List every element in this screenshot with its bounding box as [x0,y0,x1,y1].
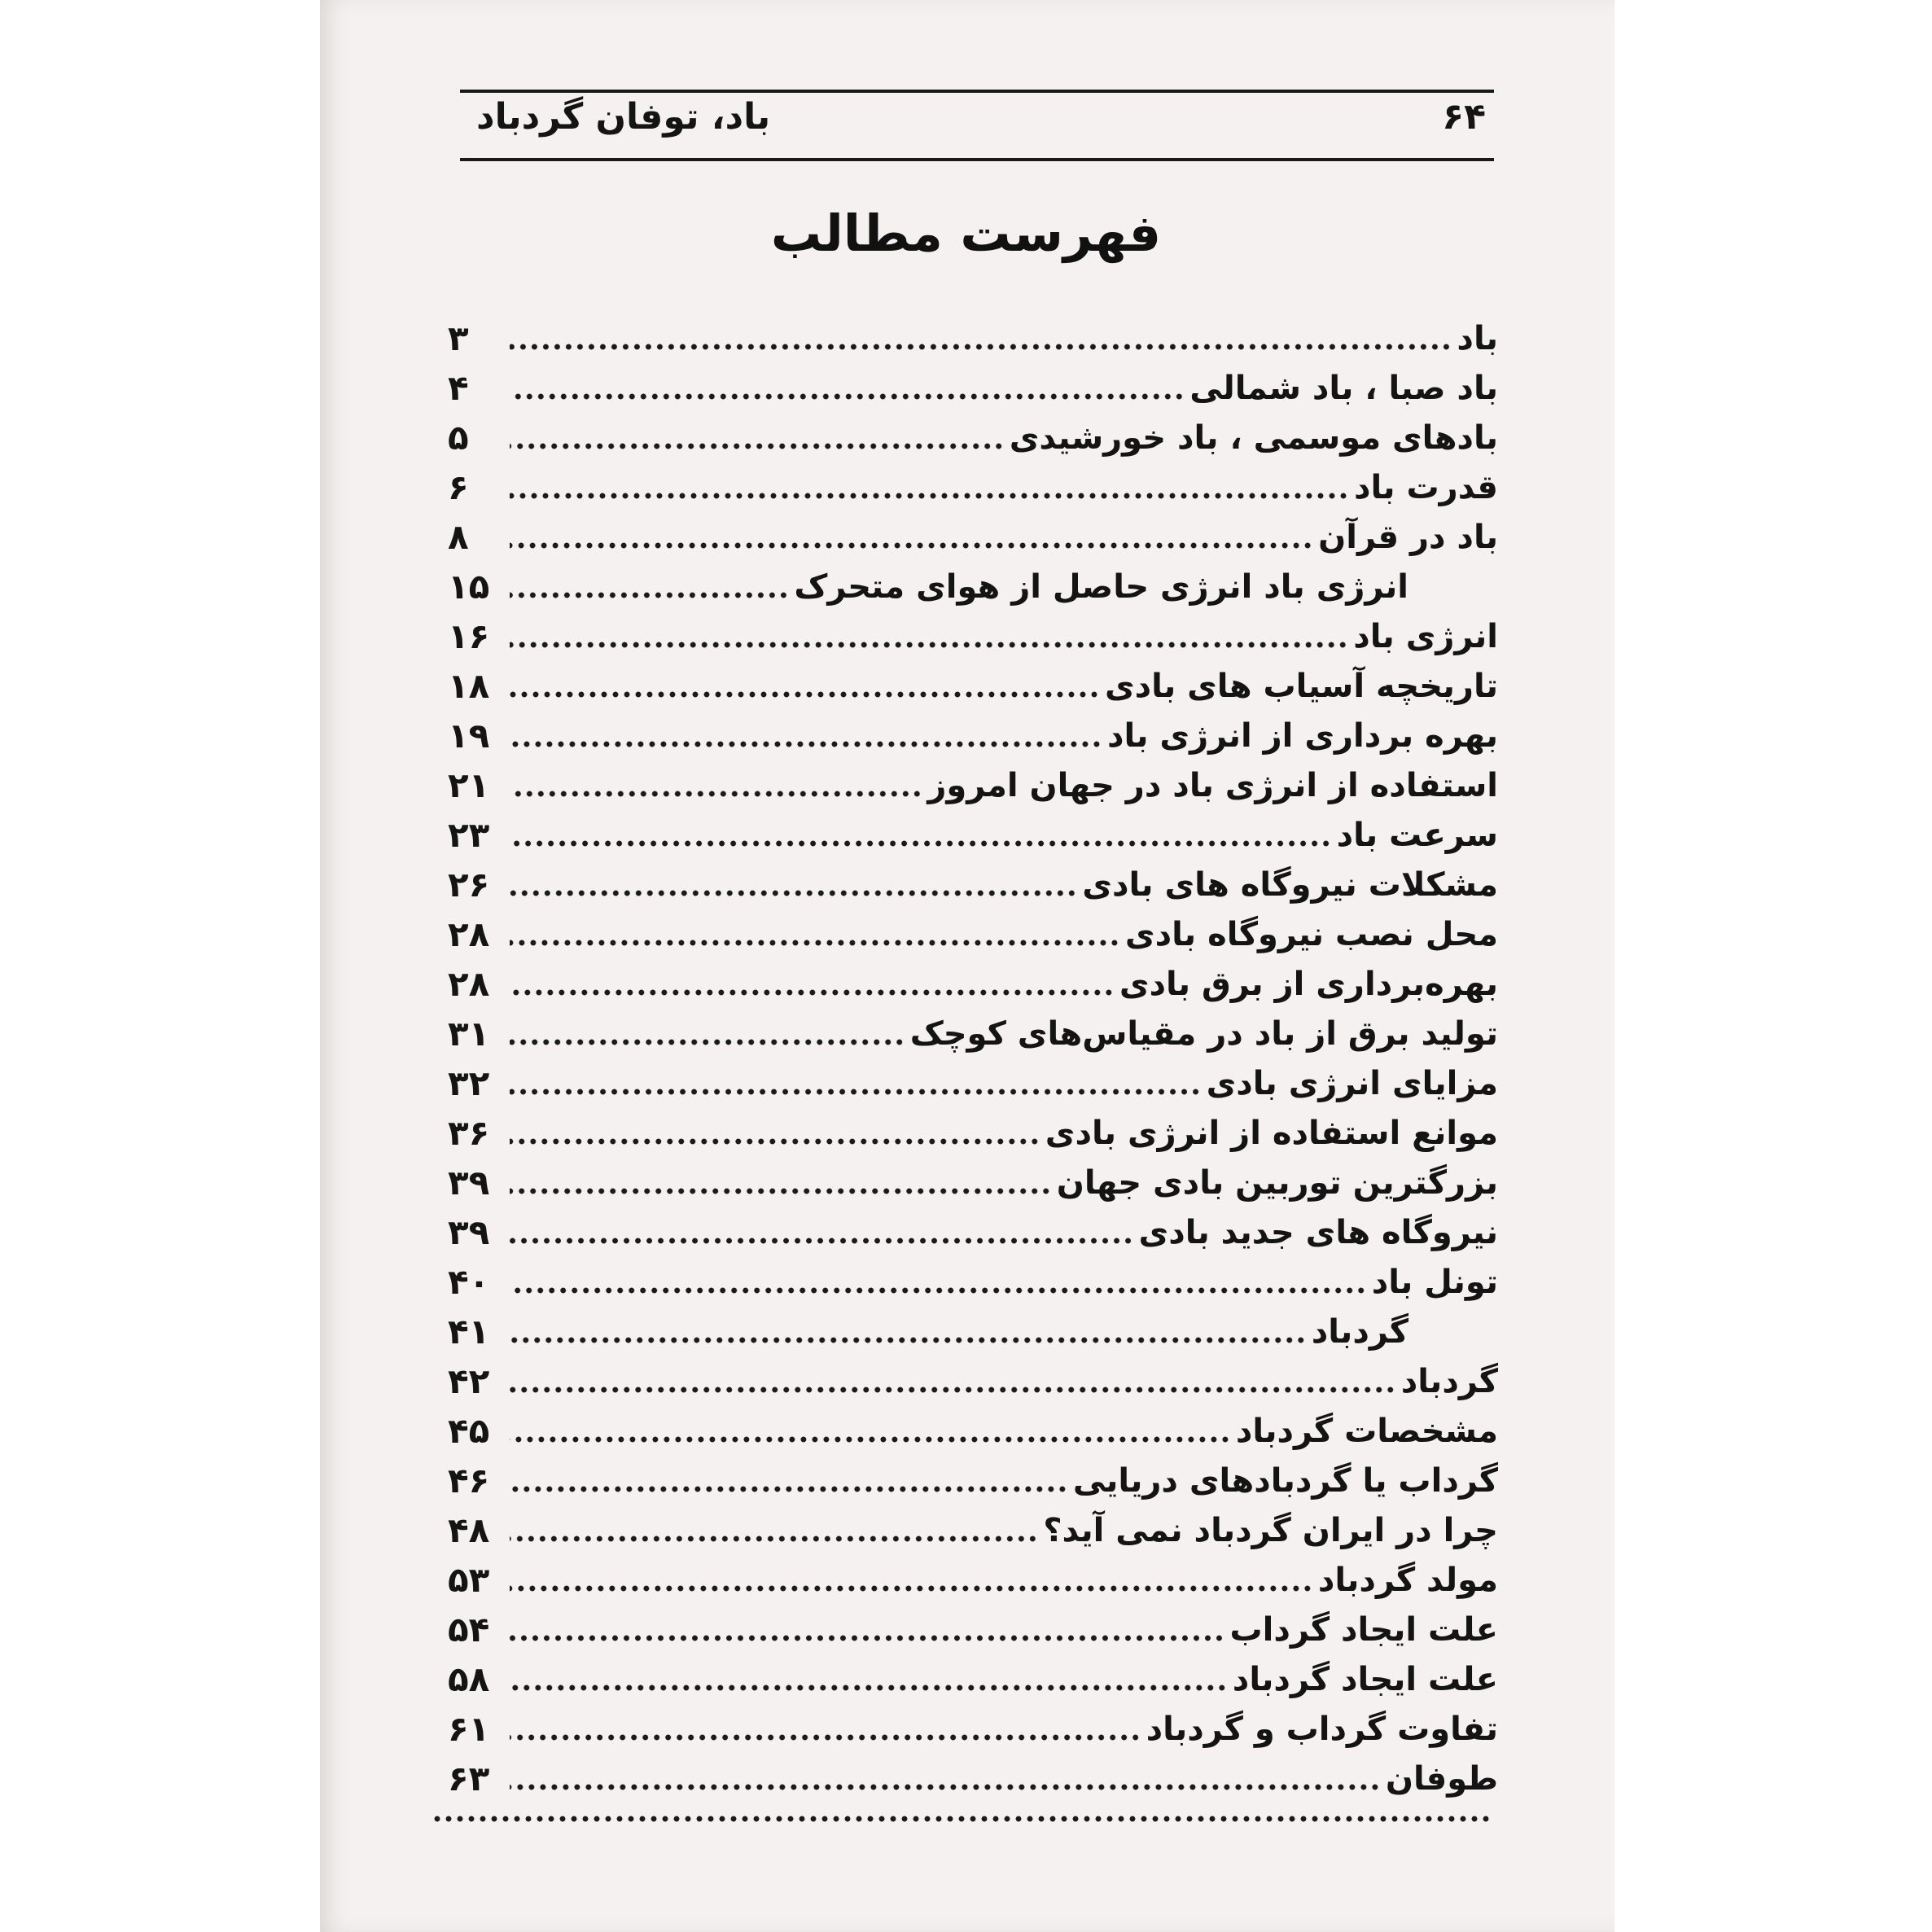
toc-entry-title: محل نصب نیروگاه بادی [1124,915,1498,953]
toc-title: فهرست مطالب [770,204,1162,263]
toc-dot-leader [510,342,1452,352]
toc-dot-leader [510,1484,1068,1494]
toc-entry [448,909,1498,959]
toc-entry [448,1307,1498,1356]
toc-entry-page: ۴۲ [448,1361,490,1401]
toc-entry-page: ۱۹ [448,716,490,756]
toc-entry-title: سرعت باد [1336,816,1498,854]
toc-entry-page: ۳۹ [448,1163,490,1203]
toc-entry [448,1555,1498,1605]
toc-entry [448,462,1498,512]
toc-entry-title: علت ایجاد گردباد [1232,1660,1498,1698]
toc-entry-page: ۲۱ [448,765,490,805]
toc-entry-title: چرا در ایران گردباد نمی آید؟ [1043,1511,1498,1549]
toc-entry-page: ۲۸ [448,914,490,954]
toc-entry [448,1704,1498,1754]
toc-entry-page: ۵۳ [448,1560,490,1600]
toc-entry [448,1207,1498,1257]
toc-dot-leader [510,739,1102,749]
toc-entry [448,363,1498,413]
toc-entry-title: مشکلات نیروگاه های بادی [1082,865,1498,904]
toc-entry-title: انرژی باد انرژی حاصل از هوای متحرک [794,567,1408,606]
toc-entry [448,1605,1498,1654]
table-of-contents [448,313,1498,1803]
toc-dot-leader [510,938,1120,948]
toc-dot-leader [510,1087,1202,1097]
toc-entry-page: ۱۵ [448,567,490,607]
toc-entry [448,760,1498,810]
toc-entry-title: قدرت باد [1353,468,1498,506]
toc-entry-page: ۳۱ [448,1014,490,1054]
toc-dot-leader [510,839,1332,848]
toc-entry-title: تفاوت گرداب و گردباد [1146,1710,1498,1748]
page-number: ۶۴ [1442,96,1486,138]
page-header [460,90,1494,163]
toc-entry-page: ۶۱ [448,1709,490,1749]
toc-entry [448,1505,1498,1555]
toc-dot-leader [510,1186,1052,1196]
toc-entry-title: گردباد [1400,1362,1498,1400]
toc-entry [448,313,1498,363]
toc-entry-title: علت ایجاد گرداب [1229,1610,1498,1649]
toc-entry-page: ۴۶ [448,1461,490,1500]
toc-entry [448,1257,1498,1307]
toc-entry [448,810,1498,860]
toc-entry-page: ۸ [448,517,469,557]
toc-entry-page: ۳۹ [448,1212,490,1252]
trailing-dot-leader [432,1814,1490,1824]
toc-entry-title: بادهای موسمی ، باد خورشیدی [1009,418,1498,457]
toc-entry-title: طوفان [1385,1759,1498,1798]
toc-entry-title: گرداب یا گردبادهای دریایی [1072,1461,1498,1500]
toc-entry-title: نیروگاه های جدید بادی [1138,1213,1498,1251]
toc-entry [448,1356,1498,1406]
toc-entry-title: استفاده از انرژی باد در جهان امروز [927,766,1498,804]
toc-dot-leader [510,1286,1367,1295]
toc-dot-leader [510,888,1077,898]
toc-dot-leader [510,590,789,600]
toc-dot-leader [510,1335,1307,1345]
toc-dot-leader [510,690,1100,699]
toc-entry [448,1754,1498,1803]
toc-dot-leader [510,1385,1396,1395]
toc-entry-page: ۲۳ [448,815,490,855]
toc-entry-page: ۶۳ [448,1759,490,1798]
toc-entry-title: تونل باد [1371,1263,1498,1301]
toc-entry-page: ۶ [448,467,469,507]
toc-entry-title: باد صبا ، باد شمالی [1189,369,1498,407]
toc-dot-leader [510,1633,1224,1643]
toc-entry-page: ۲۶ [448,865,490,905]
toc-entry-title: موانع استفاده از انرژی بادی [1045,1114,1498,1152]
toc-dot-leader [510,491,1349,501]
toc-entry-title: باد در قرآن [1318,518,1498,556]
toc-entry [448,1009,1498,1058]
toc-dot-leader [510,441,1005,451]
toc-entry [448,1456,1498,1505]
toc-entry-title: مزایای انرژی بادی [1206,1064,1498,1102]
toc-entry-title: گردباد [1311,1312,1408,1351]
toc-entry-title: باد [1457,319,1498,357]
toc-dot-leader [510,1733,1141,1742]
toc-entry-title: بهره‌برداری از برق بادی [1119,965,1498,1003]
toc-dot-leader [510,392,1185,401]
toc-entry-page: ۱۶ [448,616,490,656]
toc-entry [448,1406,1498,1456]
toc-entry-title: تاریخچه آسیاب های بادی [1104,667,1498,705]
toc-dot-leader [510,1137,1040,1146]
toc-entry-title: تولید برق از باد در مقیاس‌های کوچک [909,1014,1498,1053]
toc-entry [448,1108,1498,1158]
header-bottom-rule [460,158,1494,161]
toc-entry [448,1654,1498,1704]
toc-dot-leader [510,1782,1381,1792]
toc-dot-leader [510,1683,1228,1693]
toc-entry-page: ۵۸ [448,1659,490,1699]
toc-entry [448,711,1498,760]
toc-dot-leader [510,1435,1231,1444]
toc-entry [448,959,1498,1009]
toc-entry-page: ۳۶ [448,1113,490,1153]
toc-dot-leader [510,789,922,799]
toc-dot-leader [510,1534,1038,1544]
toc-entry-title: بزرگترین توربین بادی جهان [1056,1163,1498,1202]
toc-entry-page: ۳۲ [448,1063,490,1103]
toc-entry-page: ۲۸ [448,964,490,1004]
toc-entry-title: مولد گردباد [1317,1561,1498,1599]
toc-dot-leader [510,1584,1313,1593]
toc-dot-leader [510,541,1313,550]
toc-entry [448,860,1498,909]
toc-entry-page: ۴۰ [448,1262,490,1302]
toc-dot-leader [510,988,1115,997]
toc-entry-title: انرژی باد [1353,617,1498,655]
toc-entry-page: ۴۱ [448,1312,490,1352]
toc-entry-page: ۳ [448,318,469,358]
toc-dot-leader [510,1037,905,1047]
running-title: باد، توفان گردباد [476,96,771,138]
toc-entry-page: ۴۵ [448,1411,490,1451]
toc-entry [448,1058,1498,1108]
toc-entry-title: مشخصات گردباد [1235,1412,1498,1450]
toc-entry [448,611,1498,661]
toc-dot-leader [510,640,1348,650]
toc-entry-page: ۱۸ [448,666,490,706]
toc-dot-leader [510,1236,1134,1246]
toc-entry-page: ۵۴ [448,1610,490,1649]
toc-entry [448,512,1498,562]
toc-entry-page: ۴۸ [448,1510,490,1550]
toc-entry-title: بهره برداری از انرژی باد [1106,716,1498,755]
toc-entry [448,661,1498,711]
toc-entry [448,1158,1498,1207]
toc-entry-page: ۴ [448,368,469,408]
toc-entry [448,413,1498,462]
toc-entry-page: ۵ [448,418,469,458]
header-top-rule [460,90,1494,93]
toc-entry [448,562,1498,611]
